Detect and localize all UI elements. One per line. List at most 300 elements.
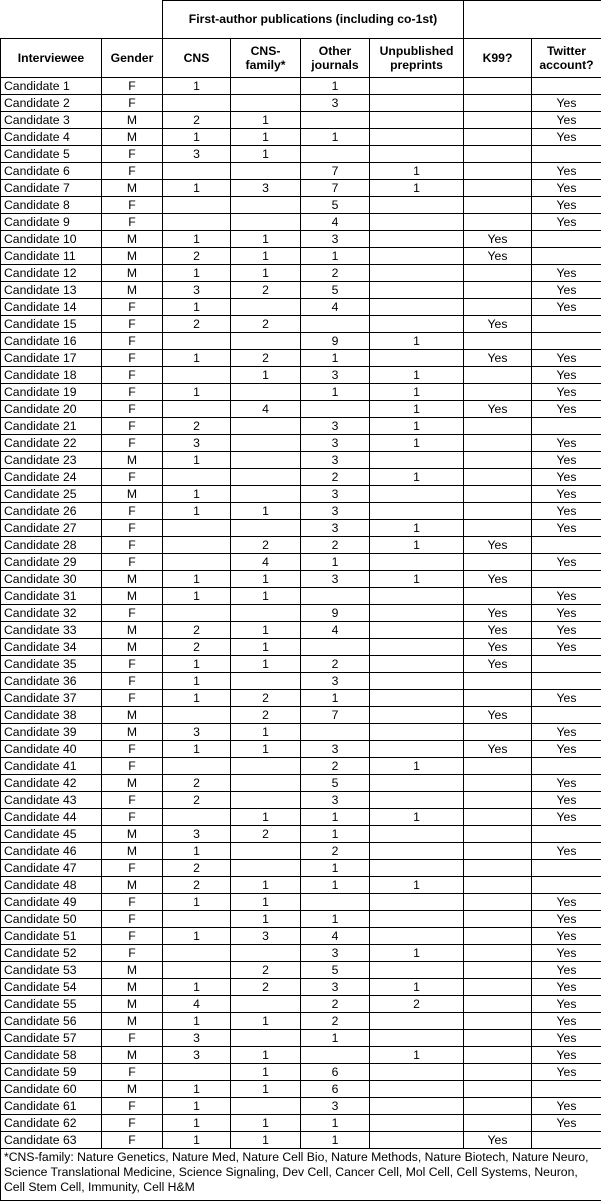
interviewee-cell: Candidate 29 (1, 554, 102, 571)
twitter-account-cell: Yes (532, 724, 601, 741)
k99-cell (464, 673, 532, 690)
cns-family-cell: 1 (231, 265, 301, 282)
other-journals-cell: 5 (301, 775, 370, 792)
cns-family-cell: 1 (231, 1132, 301, 1149)
unpublished-preprints-cell (370, 265, 464, 282)
table-row (1, 588, 601, 605)
table-row (1, 1081, 601, 1098)
k99-cell: Yes (464, 741, 532, 758)
other-journals-cell (301, 316, 370, 333)
gender-cell: F (102, 197, 163, 214)
k99-cell: Yes (464, 622, 532, 639)
k99-cell (464, 299, 532, 316)
interviewee-cell: Candidate 53 (1, 962, 102, 979)
twitter-account-cell: Yes (532, 520, 601, 537)
other-journals-cell: 7 (301, 163, 370, 180)
k99-cell (464, 1115, 532, 1132)
other-journals-cell: 3 (301, 418, 370, 435)
twitter-account-cell: Yes (532, 622, 601, 639)
cns-cell (163, 962, 231, 979)
k99-cell (464, 95, 532, 112)
table-row (1, 877, 601, 894)
other-journals-cell (301, 639, 370, 656)
gender-cell: M (102, 622, 163, 639)
other-journals-cell: 2 (301, 656, 370, 673)
twitter-account-cell: Yes (532, 265, 601, 282)
interviewee-cell: Candidate 8 (1, 197, 102, 214)
cns-family-cell: 4 (231, 554, 301, 571)
interviewee-cell: Candidate 57 (1, 1030, 102, 1047)
k99-cell: Yes (464, 707, 532, 724)
other-journals-cell: 3 (301, 486, 370, 503)
cns-cell: 1 (163, 180, 231, 197)
column-header-cns-family: CNS-family* (231, 39, 301, 78)
cns-cell (163, 214, 231, 231)
twitter-account-cell: Yes (532, 469, 601, 486)
cns-family-cell: 1 (231, 741, 301, 758)
unpublished-preprints-cell (370, 741, 464, 758)
twitter-account-cell: Yes (532, 979, 601, 996)
gender-cell: M (102, 639, 163, 656)
k99-cell (464, 265, 532, 282)
k99-cell (464, 588, 532, 605)
unpublished-preprints-cell (370, 78, 464, 95)
interviewee-cell: Candidate 55 (1, 996, 102, 1013)
gender-cell: F (102, 741, 163, 758)
k99-cell: Yes (464, 316, 532, 333)
unpublished-preprints-cell (370, 231, 464, 248)
twitter-account-cell: Yes (532, 809, 601, 826)
gender-cell: M (102, 775, 163, 792)
cns-family-cell (231, 435, 301, 452)
twitter-account-cell: Yes (532, 928, 601, 945)
k99-cell (464, 146, 532, 163)
cns-family-cell: 1 (231, 1081, 301, 1098)
k99-cell (464, 945, 532, 962)
table-row (1, 299, 601, 316)
other-journals-cell: 2 (301, 265, 370, 282)
gender-cell: F (102, 1098, 163, 1115)
other-journals-cell: 4 (301, 214, 370, 231)
k99-cell (464, 1047, 532, 1064)
other-journals-cell: 1 (301, 78, 370, 95)
cns-family-cell (231, 945, 301, 962)
column-header-twitter-account: Twitter account? (532, 39, 601, 78)
cns-family-cell (231, 163, 301, 180)
twitter-account-cell (532, 571, 601, 588)
other-journals-cell (301, 588, 370, 605)
interviewee-cell: Candidate 30 (1, 571, 102, 588)
column-header-unpublished-preprints: Unpublished preprints (370, 39, 464, 78)
interviewee-cell: Candidate 7 (1, 180, 102, 197)
gender-cell: M (102, 1047, 163, 1064)
unpublished-preprints-cell: 1 (370, 163, 464, 180)
twitter-account-cell: Yes (532, 1098, 601, 1115)
cns-cell (163, 605, 231, 622)
k99-cell (464, 112, 532, 129)
cns-family-cell: 4 (231, 401, 301, 418)
unpublished-preprints-cell (370, 350, 464, 367)
k99-cell (464, 775, 532, 792)
k99-cell (464, 962, 532, 979)
other-journals-cell: 1 (301, 877, 370, 894)
blank-header-cell (1, 1, 163, 39)
other-journals-cell: 1 (301, 690, 370, 707)
unpublished-preprints-cell (370, 826, 464, 843)
gender-cell: F (102, 1132, 163, 1149)
cns-family-cell (231, 843, 301, 860)
gender-cell: M (102, 231, 163, 248)
cns-cell: 3 (163, 826, 231, 843)
twitter-account-cell: Yes (532, 1064, 601, 1081)
table-row (1, 724, 601, 741)
interviewee-cell: Candidate 50 (1, 911, 102, 928)
cns-family-footnote: *CNS-family: Nature Genetics, Nature Med, Nature Cell Bio, Nature Methods, Nature Biotech, Nature Neuro, Science Translational Medicine, Science Signaling, Dev Cell, Cancer Cell, Mol Cell, Cell Systems, Neuron, Cell Stem Cell, Immunity, Cell H&M (1, 1149, 601, 1201)
cns-cell (163, 554, 231, 571)
unpublished-preprints-cell (370, 112, 464, 129)
cns-family-cell: 1 (231, 1013, 301, 1030)
unpublished-preprints-cell (370, 214, 464, 231)
interviewee-cell: Candidate 63 (1, 1132, 102, 1149)
twitter-account-cell (532, 316, 601, 333)
cns-cell: 1 (163, 673, 231, 690)
cns-cell: 2 (163, 639, 231, 656)
table-row (1, 826, 601, 843)
interviewee-cell: Candidate 34 (1, 639, 102, 656)
gender-cell: M (102, 1013, 163, 1030)
gender-cell: F (102, 911, 163, 928)
twitter-account-cell: Yes (532, 605, 601, 622)
unpublished-preprints-cell (370, 1013, 464, 1030)
cns-family-cell: 2 (231, 282, 301, 299)
cns-family-cell (231, 78, 301, 95)
gender-cell: M (102, 486, 163, 503)
other-journals-cell: 2 (301, 758, 370, 775)
other-journals-cell: 1 (301, 554, 370, 571)
twitter-account-cell: Yes (532, 639, 601, 656)
k99-cell (464, 520, 532, 537)
interviewee-cell: Candidate 23 (1, 452, 102, 469)
cns-family-cell: 2 (231, 826, 301, 843)
unpublished-preprints-cell: 2 (370, 996, 464, 1013)
table-row (1, 945, 601, 962)
unpublished-preprints-cell (370, 503, 464, 520)
other-journals-cell: 1 (301, 248, 370, 265)
table-row (1, 418, 601, 435)
unpublished-preprints-cell (370, 554, 464, 571)
gender-cell: F (102, 469, 163, 486)
unpublished-preprints-cell (370, 707, 464, 724)
k99-cell (464, 367, 532, 384)
other-journals-cell: 2 (301, 469, 370, 486)
cns-family-cell (231, 758, 301, 775)
table-row (1, 928, 601, 945)
unpublished-preprints-cell: 1 (370, 435, 464, 452)
table-row (1, 282, 601, 299)
table-row (1, 1064, 601, 1081)
cns-family-cell (231, 520, 301, 537)
twitter-account-cell: Yes (532, 214, 601, 231)
twitter-account-cell: Yes (532, 367, 601, 384)
interviewee-cell: Candidate 39 (1, 724, 102, 741)
gender-cell: F (102, 758, 163, 775)
other-journals-cell (301, 724, 370, 741)
cns-family-cell (231, 95, 301, 112)
unpublished-preprints-cell (370, 639, 464, 656)
gender-cell: F (102, 367, 163, 384)
k99-cell (464, 911, 532, 928)
twitter-account-cell: Yes (532, 996, 601, 1013)
table-row (1, 690, 601, 707)
other-journals-cell (301, 1047, 370, 1064)
cns-cell (163, 367, 231, 384)
table-row (1, 333, 601, 350)
gender-cell: F (102, 860, 163, 877)
twitter-account-cell: Yes (532, 282, 601, 299)
cns-cell: 2 (163, 775, 231, 792)
interviewee-cell: Candidate 32 (1, 605, 102, 622)
table-row (1, 911, 601, 928)
k99-cell: Yes (464, 537, 532, 554)
cns-family-cell (231, 860, 301, 877)
cns-cell: 1 (163, 656, 231, 673)
gender-cell: F (102, 520, 163, 537)
table-row (1, 401, 601, 418)
cns-family-cell (231, 197, 301, 214)
twitter-account-cell: Yes (532, 401, 601, 418)
cns-family-cell: 1 (231, 146, 301, 163)
table-row (1, 639, 601, 656)
k99-cell (464, 860, 532, 877)
interviewee-cell: Candidate 6 (1, 163, 102, 180)
cns-cell: 1 (163, 503, 231, 520)
cns-cell: 4 (163, 996, 231, 1013)
gender-cell: F (102, 605, 163, 622)
cns-cell: 2 (163, 316, 231, 333)
cns-cell (163, 1064, 231, 1081)
table-row (1, 1047, 601, 1064)
cns-cell (163, 95, 231, 112)
gender-cell: M (102, 826, 163, 843)
other-journals-cell: 3 (301, 741, 370, 758)
table-body (1, 78, 601, 1149)
cns-family-cell: 1 (231, 1064, 301, 1081)
gender-cell: F (102, 537, 163, 554)
twitter-account-cell: Yes (532, 350, 601, 367)
gender-cell: F (102, 894, 163, 911)
gender-cell: F (102, 690, 163, 707)
gender-cell: F (102, 554, 163, 571)
gender-cell: F (102, 384, 163, 401)
twitter-account-cell: Yes (532, 690, 601, 707)
unpublished-preprints-cell (370, 962, 464, 979)
other-journals-cell: 3 (301, 231, 370, 248)
cns-family-cell: 2 (231, 316, 301, 333)
cns-family-cell: 2 (231, 537, 301, 554)
gender-cell: F (102, 95, 163, 112)
table-row (1, 843, 601, 860)
interviewee-cell: Candidate 19 (1, 384, 102, 401)
other-journals-cell: 1 (301, 1115, 370, 1132)
unpublished-preprints-cell (370, 843, 464, 860)
table-row (1, 180, 601, 197)
unpublished-preprints-cell (370, 1081, 464, 1098)
unpublished-preprints-cell (370, 1115, 464, 1132)
cns-family-cell: 1 (231, 809, 301, 826)
cns-family-cell: 1 (231, 112, 301, 129)
cns-cell: 1 (163, 588, 231, 605)
interviewee-cell: Candidate 58 (1, 1047, 102, 1064)
unpublished-preprints-cell: 1 (370, 758, 464, 775)
gender-cell: M (102, 571, 163, 588)
unpublished-preprints-cell: 1 (370, 571, 464, 588)
interviewee-cell: Candidate 37 (1, 690, 102, 707)
cns-family-cell: 3 (231, 928, 301, 945)
gender-cell: F (102, 299, 163, 316)
gender-cell: M (102, 588, 163, 605)
cns-cell: 1 (163, 486, 231, 503)
table-row (1, 707, 601, 724)
interviewee-cell: Candidate 27 (1, 520, 102, 537)
cns-cell (163, 163, 231, 180)
interviewee-cell: Candidate 3 (1, 112, 102, 129)
other-journals-cell: 2 (301, 843, 370, 860)
interviewee-cell: Candidate 49 (1, 894, 102, 911)
cns-family-cell (231, 1030, 301, 1047)
cns-cell (163, 758, 231, 775)
twitter-account-cell: Yes (532, 503, 601, 520)
other-journals-cell: 1 (301, 384, 370, 401)
unpublished-preprints-cell: 1 (370, 384, 464, 401)
k99-cell: Yes (464, 605, 532, 622)
twitter-account-cell: Yes (532, 1115, 601, 1132)
table-row (1, 537, 601, 554)
interviewee-cell: Candidate 62 (1, 1115, 102, 1132)
interviewee-cell: Candidate 33 (1, 622, 102, 639)
interviewee-cell: Candidate 46 (1, 843, 102, 860)
table-row (1, 95, 601, 112)
table-row (1, 146, 601, 163)
table-row (1, 979, 601, 996)
table-row (1, 112, 601, 129)
other-journals-cell: 2 (301, 1013, 370, 1030)
cns-family-cell: 1 (231, 367, 301, 384)
k99-cell (464, 163, 532, 180)
k99-cell (464, 384, 532, 401)
other-journals-cell: 3 (301, 673, 370, 690)
cns-family-cell: 1 (231, 622, 301, 639)
cns-cell: 3 (163, 724, 231, 741)
gender-cell: M (102, 265, 163, 282)
k99-cell (464, 724, 532, 741)
twitter-account-cell (532, 78, 601, 95)
gender-cell: M (102, 282, 163, 299)
other-journals-cell: 3 (301, 95, 370, 112)
table-row (1, 605, 601, 622)
k99-cell: Yes (464, 656, 532, 673)
interviewee-cell: Candidate 43 (1, 792, 102, 809)
interviewee-cell: Candidate 17 (1, 350, 102, 367)
cns-cell: 1 (163, 843, 231, 860)
gender-cell: F (102, 673, 163, 690)
unpublished-preprints-cell (370, 1030, 464, 1047)
unpublished-preprints-cell (370, 282, 464, 299)
table-row (1, 1115, 601, 1132)
unpublished-preprints-cell (370, 622, 464, 639)
k99-cell (464, 418, 532, 435)
k99-cell (464, 129, 532, 146)
table-row (1, 248, 601, 265)
other-journals-cell (301, 894, 370, 911)
cns-cell (163, 707, 231, 724)
unpublished-preprints-cell: 1 (370, 945, 464, 962)
column-header-gender: Gender (102, 39, 163, 78)
gender-cell: F (102, 350, 163, 367)
other-journals-cell: 3 (301, 367, 370, 384)
twitter-account-cell (532, 231, 601, 248)
cns-cell: 2 (163, 418, 231, 435)
interviewee-cell: Candidate 26 (1, 503, 102, 520)
gender-cell: F (102, 163, 163, 180)
other-journals-cell: 5 (301, 282, 370, 299)
gender-cell: F (102, 1030, 163, 1047)
twitter-account-cell: Yes (532, 180, 601, 197)
k99-cell (464, 996, 532, 1013)
cns-cell: 3 (163, 146, 231, 163)
twitter-account-cell (532, 418, 601, 435)
interviewee-cell: Candidate 21 (1, 418, 102, 435)
twitter-account-cell (532, 1132, 601, 1149)
table-row (1, 894, 601, 911)
cns-cell (163, 469, 231, 486)
twitter-account-cell (532, 248, 601, 265)
cns-cell: 1 (163, 1115, 231, 1132)
column-header-other-journals: Other journals (301, 39, 370, 78)
table-row (1, 367, 601, 384)
other-journals-cell: 4 (301, 622, 370, 639)
twitter-account-cell: Yes (532, 384, 601, 401)
interviewee-cell: Candidate 12 (1, 265, 102, 282)
unpublished-preprints-cell: 1 (370, 418, 464, 435)
other-journals-cell (301, 401, 370, 418)
gender-cell: F (102, 928, 163, 945)
unpublished-preprints-cell: 1 (370, 809, 464, 826)
table-row (1, 622, 601, 639)
k99-cell (464, 503, 532, 520)
unpublished-preprints-cell (370, 129, 464, 146)
twitter-account-cell (532, 826, 601, 843)
twitter-account-cell (532, 673, 601, 690)
twitter-account-cell: Yes (532, 452, 601, 469)
unpublished-preprints-cell (370, 775, 464, 792)
interviewee-cell: Candidate 44 (1, 809, 102, 826)
cns-cell (163, 197, 231, 214)
gender-cell: M (102, 979, 163, 996)
cns-cell: 2 (163, 877, 231, 894)
gender-cell: M (102, 877, 163, 894)
cns-cell (163, 809, 231, 826)
cns-cell (163, 520, 231, 537)
cns-cell: 1 (163, 1132, 231, 1149)
k99-cell (464, 554, 532, 571)
other-journals-cell: 9 (301, 605, 370, 622)
k99-cell (464, 894, 532, 911)
unpublished-preprints-cell: 1 (370, 469, 464, 486)
k99-cell (464, 690, 532, 707)
unpublished-preprints-cell (370, 690, 464, 707)
table-row (1, 435, 601, 452)
cns-family-cell: 3 (231, 180, 301, 197)
